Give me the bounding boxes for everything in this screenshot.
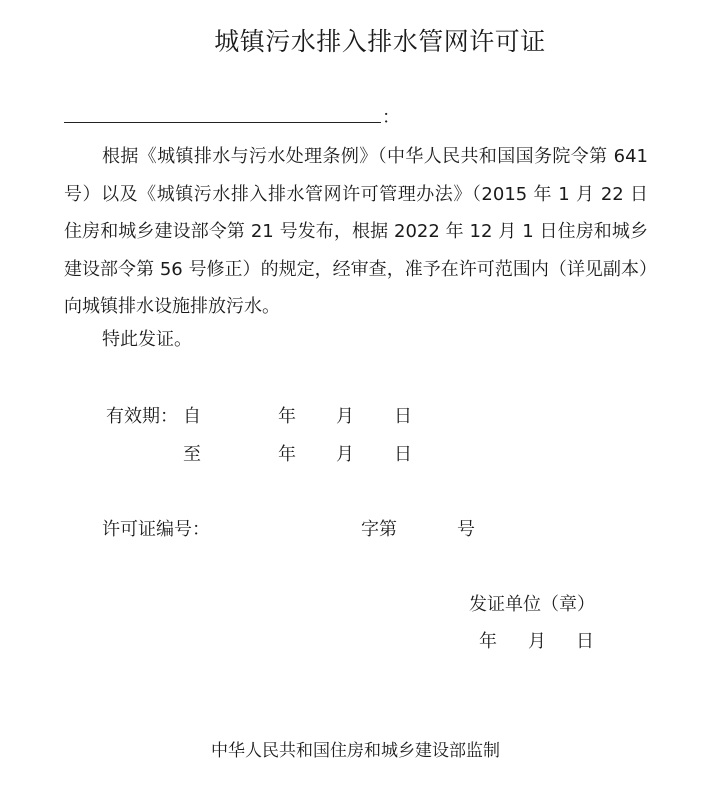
special-note: 特此发证。	[102, 329, 192, 350]
issuer-label: 发证单位（章）	[469, 594, 595, 615]
validity-to-month: 月	[336, 444, 354, 465]
license-number-zi-di: 字第	[361, 519, 397, 540]
validity-from-year: 年	[278, 406, 296, 427]
validity-to: 至	[183, 444, 201, 465]
license-body-paragraph: 根据《城镇排水与污水处理条例》（中华人民共和国国务院令第 641 号）以及《城镇污水排入排水管网许可管理办法》（2015 年 1 月 22 日住房和城乡建设部令第 21 号发布，根据 2022 年 12 月 1 日住房和城乡建设部令第 56 号修正）的规定，经审查，准予在许可范围内（详见副本）向城镇排水设施排放污水。	[64, 146, 648, 317]
validity-from: 自	[183, 406, 201, 427]
validity-to-year: 年	[278, 444, 296, 465]
validity-to-day: 日	[394, 444, 412, 465]
holder-colon: ：	[382, 107, 400, 128]
license-number-hao: 号	[457, 519, 475, 540]
document-title: 城镇污水排入排水管网许可证	[214, 27, 546, 56]
validity-from-month: 月	[336, 406, 354, 427]
holder-name-blank-line	[64, 122, 381, 123]
issue-month: 月	[528, 631, 546, 652]
license-number-label: 许可证编号：	[102, 519, 210, 540]
issue-year: 年	[479, 631, 497, 652]
footer-supervision: 中华人民共和国住房和城乡建设部监制	[211, 741, 500, 761]
validity-from-day: 日	[394, 406, 412, 427]
issue-day: 日	[576, 631, 594, 652]
validity-label: 有效期：	[106, 406, 178, 427]
